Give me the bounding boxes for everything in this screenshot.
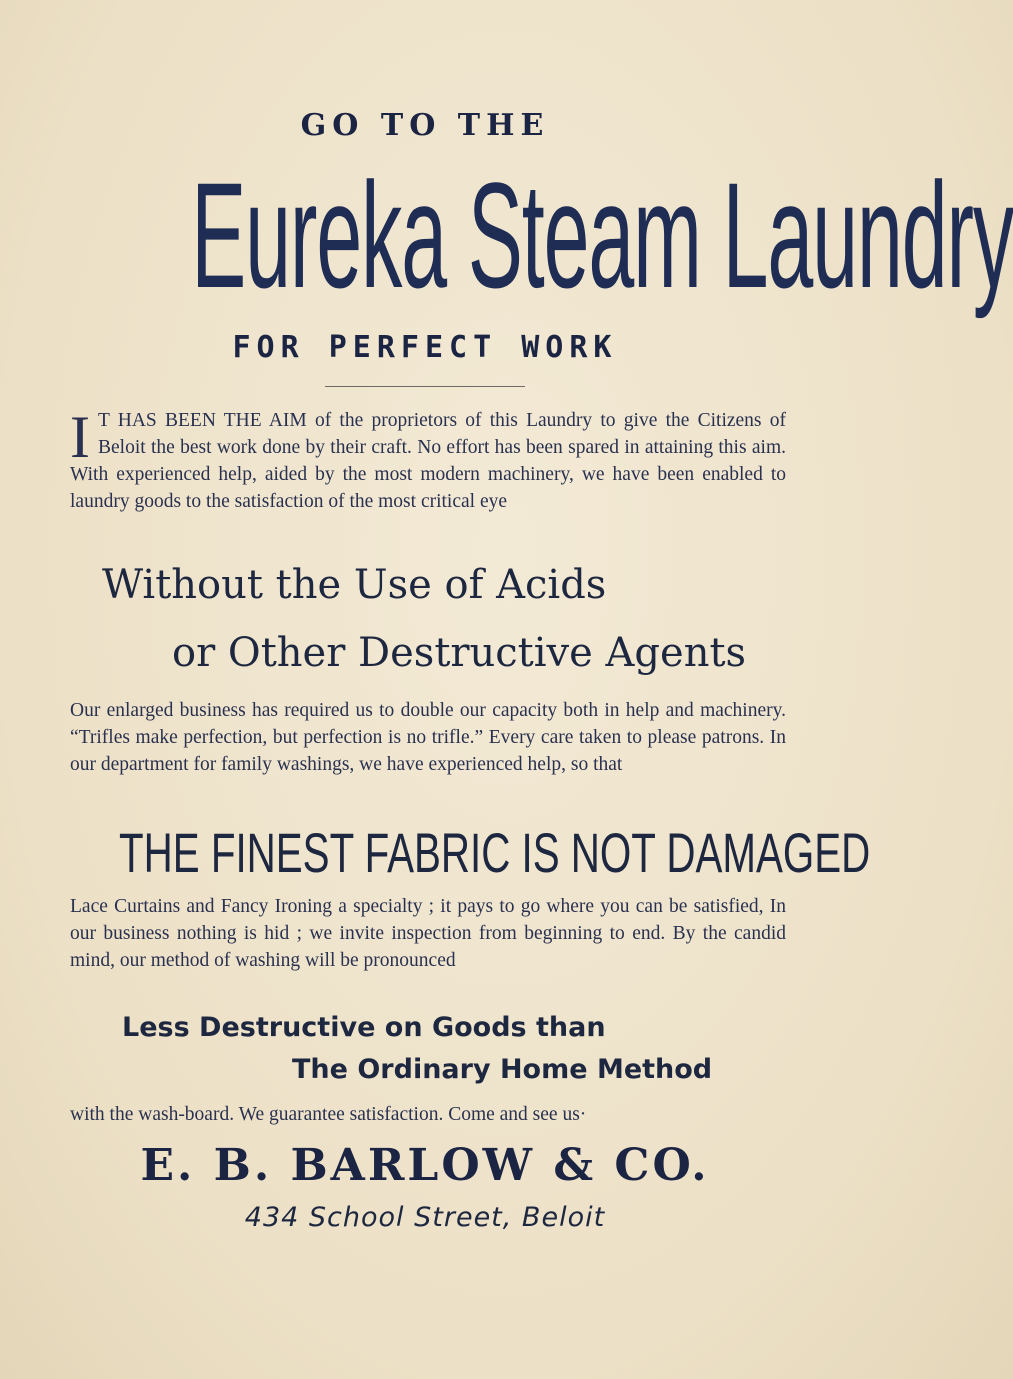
emphasis-line-2: The Ordinary Home Method [292,1054,713,1085]
fancy-line-2: or Other Destructive Agents [172,630,747,676]
go-to-heading: GO TO THE [300,108,550,143]
business-paragraph: Our enlarged business has required us to double our capacity both in help and machinery. “Trifles make perfection, but perfection is no trifle.” Every care taken to please patrons. In our department for family washings, we have experienced help, so that [70,700,786,775]
divider [325,386,525,387]
intro-text: T HAS BEEN THE AIM of the proprietors of this Laundry to give the Citizens of Beloit the best work done by their craft. No effort has been spared in attaining this aim. With experienced help, aided by the most modern machinery, we have been enabled to laundry goods to the satisfaction of the most critical eye [70,410,786,512]
closing-paragraph: with the wash-board. We guarantee satisfaction. Come and see us· [70,1104,587,1125]
page-title: Eureka Steam Laundry [191,151,1013,319]
fancy-line-1: Without the Use of Acids [102,562,607,608]
specialty-paragraph: Lace Curtains and Fancy Ironing a specialty ; it pays to go where you can be satisfied, In our business nothing is hid ; we invite inspection from beginning to end. By the candid mind, our method of washing will be pronounced [70,896,786,971]
drop-cap: I [70,404,90,470]
headline: THE FINEST FABRIC IS NOT DAMAGED [119,821,871,884]
company-name: E. B. BARLOW & CO. [140,1140,710,1191]
subtitle: FOR PERFECT WORK [232,330,618,365]
company-address: 434 School Street, Beloit [244,1202,606,1233]
intro-paragraph [70,404,786,515]
emphasis-line-1: Less Destructive on Goods than [122,1012,606,1043]
